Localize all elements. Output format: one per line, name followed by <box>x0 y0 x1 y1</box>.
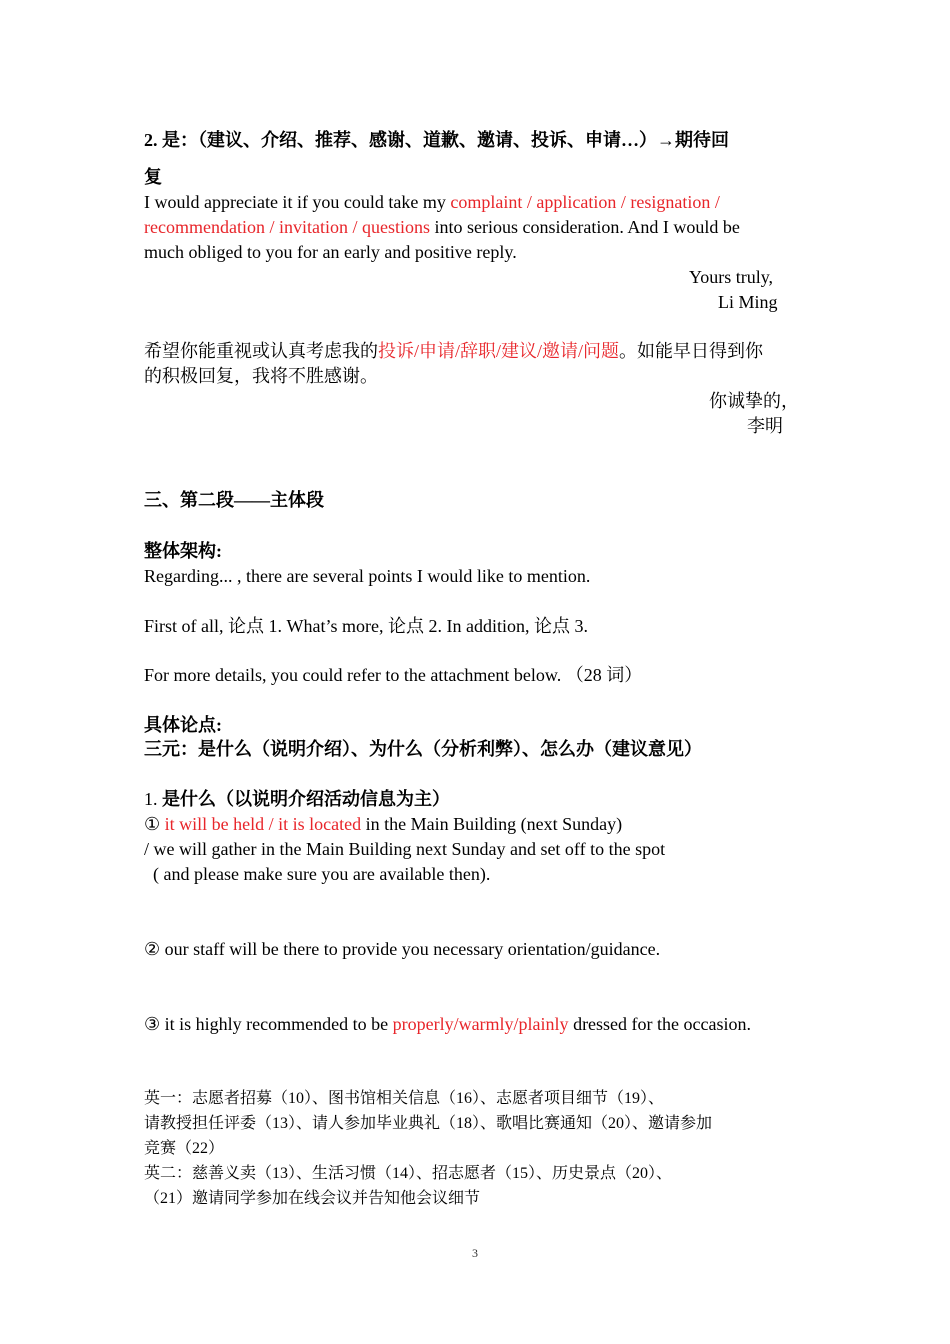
item3 <box>144 1012 751 1037</box>
points-subtitle: 三元：是什么（说明介绍）、为什么（分析利弊）、怎么办（建议意见） <box>144 739 702 759</box>
notes-line3: 竞赛（22） <box>144 1140 225 1157</box>
english-para-line3: much obliged to you for an early and positive reply. <box>144 242 517 262</box>
closing-signature: Li Ming <box>718 292 778 312</box>
section3-title: 三、第二段——主体段 <box>144 490 324 510</box>
highlight-options: 投诉/申请/辞职/建议/邀请/问题 <box>378 341 620 361</box>
item1-line2: / we will gather in the Main Building next Sunday and set off to the spot <box>144 839 666 859</box>
point-number: 1. <box>144 789 162 809</box>
item1-line3: ( and please make sure you are available then). <box>144 864 491 884</box>
item-text: dressed for the occasion. <box>568 1014 751 1034</box>
circled-number-3: ③ <box>144 1014 161 1034</box>
chinese-para-line1 <box>144 339 763 364</box>
framework-line1: Regarding... , there are several points I would like to mention. <box>144 566 591 586</box>
circled-number-2: ② <box>144 939 161 959</box>
notes-line5: （21）邀请同学参加在线会议并告知他会议细节 <box>144 1190 481 1207</box>
item1-line1 <box>144 812 622 837</box>
point-title-text: 是什么（以说明介绍活动信息为主） <box>162 789 450 809</box>
chinese-para-line2: 的积极回复，我将不胜感谢。 <box>144 366 378 386</box>
item-text: in the Main Building (next Sunday) <box>361 814 623 834</box>
closing-cn-signature: 李明 <box>747 416 783 436</box>
section2-heading-cont: 复 <box>144 167 162 187</box>
point1-title <box>144 787 450 812</box>
points-label: 具体论点: <box>144 715 222 735</box>
highlight-options: it will be held / it is located <box>160 814 362 834</box>
notes-line2: 请教授担任评委（13）、请人参加毕业典礼（18）、歌唱比赛通知（20）、邀请参加 <box>144 1115 713 1132</box>
page-number: 3 <box>472 1246 478 1260</box>
framework-label: 整体架构: <box>144 541 222 561</box>
english-para-line1 <box>144 190 720 215</box>
notes-line4: 英二：慈善义卖（13）、生活习惯（14）、招志愿者（15）、历史景点（20）、 <box>144 1165 673 1182</box>
english-text: I would appreciate it if you could take my <box>144 192 451 212</box>
framework-line3: For more details, you could refer to the attachment below. （28 词） <box>144 665 643 685</box>
item-text: it is highly recommended to be <box>160 1014 393 1034</box>
section2-heading: 2. 是：（建议、介绍、推荐、感谢、道歉、邀请、投诉、申请…）→期待回 <box>144 130 729 150</box>
framework-line2: First of all, 论点 1. What’s more, 论点 2. In addition, 论点 3. <box>144 616 588 636</box>
item-text: our staff will be there to provide you necessary orientation/guidance. <box>160 939 661 959</box>
highlight-options: complaint / application / resignation / <box>450 192 720 212</box>
chinese-text: 希望你能重视或认真考虑我的 <box>144 341 378 361</box>
highlight-options: properly/warmly/plainly <box>392 1014 569 1034</box>
english-para-line2 <box>144 215 740 240</box>
circled-number-1: ① <box>144 814 161 834</box>
highlight-options: recommendation / invitation / questions <box>144 217 430 237</box>
item2 <box>144 937 660 962</box>
closing-yours-truly: Yours truly, <box>689 267 774 287</box>
english-text: into serious consideration. And I would be <box>429 217 740 237</box>
notes-line1: 英一：志愿者招募（10）、图书馆相关信息（16）、志愿者项目细节（19）、 <box>144 1090 665 1107</box>
chinese-text: 。如能早日得到你 <box>619 341 764 361</box>
closing-cn: 你诚挚的， <box>709 391 799 411</box>
